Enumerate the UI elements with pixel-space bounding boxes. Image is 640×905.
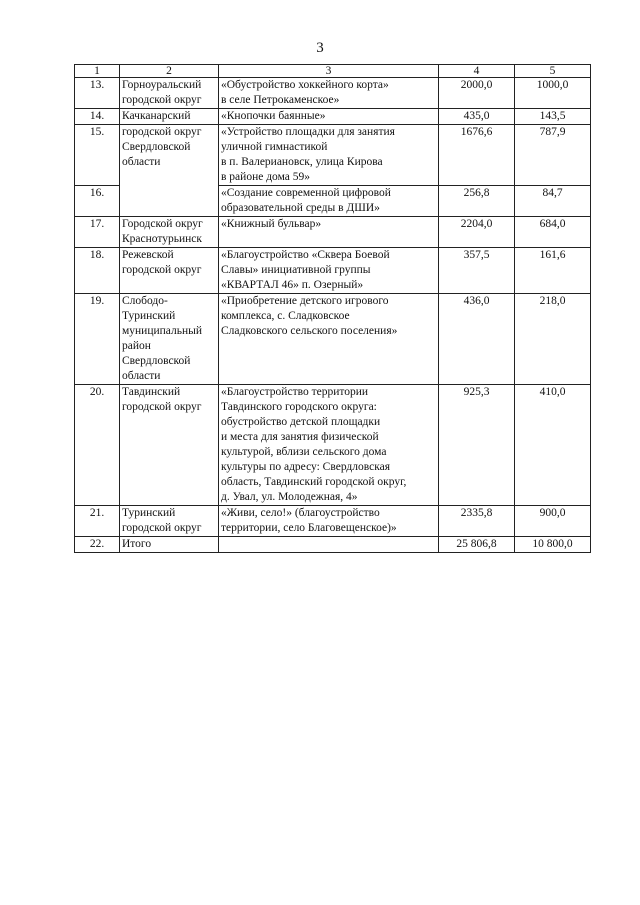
cell-text-line: «Устройство площадки для занятия	[221, 126, 395, 138]
amount-cell: 925,3	[439, 385, 515, 506]
project-cell	[219, 217, 439, 248]
amount-cell: 1676,6	[439, 125, 515, 186]
cell-text-line: городской округ	[122, 264, 202, 276]
row-number-cell: 21.	[75, 506, 120, 537]
cell-text-line: Итого	[122, 538, 152, 550]
row-number-cell: 20.	[75, 385, 120, 506]
cell-text-line: в п. Валериановск, улица Кирова	[221, 156, 383, 168]
subsidy-cell: 84,7	[515, 186, 591, 217]
cell-text-line: городской округ	[122, 401, 202, 413]
district-cell	[120, 217, 219, 248]
row-number-cell: 14.	[75, 109, 120, 125]
amount-cell: 2000,0	[439, 78, 515, 109]
cell-text-line: «Книжный бульвар»	[221, 218, 322, 230]
cell-text-line: Качканарский	[122, 110, 191, 122]
project-cell	[219, 294, 439, 385]
cell-text-line: «Приобретение детского игрового	[221, 295, 389, 307]
project-cell	[219, 537, 439, 553]
cell-text-line: «Благоустройство территории	[221, 386, 369, 398]
row-number-cell: 13.	[75, 78, 120, 109]
table-row	[75, 78, 591, 109]
row-number-cell: 18.	[75, 248, 120, 294]
project-cell	[219, 109, 439, 125]
subsidy-cell: 684,0	[515, 217, 591, 248]
district-cell	[120, 186, 219, 217]
amount-cell: 2335,8	[439, 506, 515, 537]
district-cell	[120, 537, 219, 553]
amount-cell: 357,5	[439, 248, 515, 294]
cell-text-line: муниципальный	[122, 325, 203, 337]
district-cell	[120, 294, 219, 385]
header-cell: 5	[515, 65, 591, 78]
cell-text-line: д. Увал, ул. Молодежная, 4»	[221, 491, 358, 503]
page-number: 3	[316, 40, 324, 56]
district-cell	[120, 125, 219, 186]
cell-text-line: Свердловской	[122, 355, 191, 367]
subsidy-cell: 900,0	[515, 506, 591, 537]
header-cell: 1	[75, 65, 120, 78]
table-row	[75, 186, 591, 217]
project-cell	[219, 125, 439, 186]
cell-text-line: Славы» инициативной группы	[221, 264, 371, 276]
cell-text-line: обустройство детской площадки	[221, 416, 381, 428]
amount-cell: 2204,0	[439, 217, 515, 248]
table-row	[75, 506, 591, 537]
subsidy-cell: 10 800,0	[515, 537, 591, 553]
table-row	[75, 294, 591, 385]
subsidy-cell: 218,0	[515, 294, 591, 385]
cell-text-line: комплекса, с. Сладковское	[221, 310, 350, 322]
header-cell: 4	[439, 65, 515, 78]
cell-text-line: в селе Петрокаменское»	[221, 94, 340, 106]
cell-text-line: культуры по адресу: Свердловская	[221, 461, 391, 473]
cell-text-line: область, Тавдинский городской округ,	[221, 476, 407, 488]
cell-text-line: Тавдинского городского округа:	[221, 401, 377, 413]
subsidy-cell: 787,9	[515, 125, 591, 186]
row-number-cell: 19.	[75, 294, 120, 385]
cell-text-line: «Кнопочки баянные»	[221, 110, 326, 122]
district-cell	[120, 506, 219, 537]
district-cell	[120, 109, 219, 125]
subsidy-cell: 410,0	[515, 385, 591, 506]
table-row	[75, 537, 591, 553]
cell-text-line: городской округ	[122, 126, 202, 138]
cell-text-line: городской округ	[122, 522, 202, 534]
project-cell	[219, 186, 439, 217]
district-cell	[120, 248, 219, 294]
project-cell	[219, 506, 439, 537]
cell-text-line: области	[122, 370, 161, 382]
cell-text-line: «Обустройство хоккейного корта»	[221, 79, 389, 91]
row-number-cell: 16.	[75, 186, 120, 217]
project-cell	[219, 78, 439, 109]
cell-text-line: Режевской	[122, 249, 174, 261]
cell-text-line: Сладковского сельского поселения»	[221, 325, 398, 337]
cell-text-line: городской округ	[122, 94, 202, 106]
table-header-row	[75, 65, 591, 78]
cell-text-line: Тавдинский	[122, 386, 181, 398]
table-row	[75, 248, 591, 294]
table-row	[75, 217, 591, 248]
header-cell: 3	[219, 65, 439, 78]
row-number-cell: 15.	[75, 125, 120, 186]
cell-text-line: «КВАРТАЛ 46» п. Озерный»	[221, 279, 364, 291]
cell-text-line: «Благоустройство «Сквера Боевой	[221, 249, 390, 261]
cell-text-line: «Живи, село!» (благоустройство	[221, 507, 380, 519]
cell-text-line: Слободо-	[122, 295, 168, 307]
cell-text-line: Туринский	[122, 310, 176, 322]
district-cell	[120, 78, 219, 109]
subsidy-cell: 161,6	[515, 248, 591, 294]
table-row	[75, 109, 591, 125]
amount-cell: 436,0	[439, 294, 515, 385]
row-number-cell: 22.	[75, 537, 120, 553]
cell-text-line: культурой, вблизи сельского дома	[221, 446, 387, 458]
cell-text-line: территории, село Благовещенское)»	[221, 522, 397, 534]
projects-table	[74, 64, 591, 553]
amount-cell: 256,8	[439, 186, 515, 217]
amount-cell: 25 806,8	[439, 537, 515, 553]
cell-text-line: Краснотурьинск	[122, 233, 203, 245]
cell-text-line: район	[122, 340, 151, 352]
amount-cell: 435,0	[439, 109, 515, 125]
cell-text-line: Городской округ	[122, 218, 203, 230]
cell-text-line: «Создание современной цифровой	[221, 187, 391, 199]
cell-text-line: области	[122, 156, 161, 168]
cell-text-line: в районе дома 59»	[221, 171, 311, 183]
subsidy-cell: 1000,0	[515, 78, 591, 109]
project-cell	[219, 385, 439, 506]
header-cell: 2	[120, 65, 219, 78]
district-cell	[120, 385, 219, 506]
row-number-cell: 17.	[75, 217, 120, 248]
cell-text-line: и места для занятия физической	[221, 431, 379, 443]
table-body	[75, 65, 591, 553]
table-row	[75, 125, 591, 186]
cell-text-line: уличной гимнастикой	[221, 141, 328, 153]
project-cell	[219, 248, 439, 294]
cell-text-line: Горноуральский	[122, 79, 202, 91]
table-row	[75, 385, 591, 506]
subsidy-cell: 143,5	[515, 109, 591, 125]
cell-text-line: Туринский	[122, 507, 176, 519]
cell-text-line: Свердловской	[122, 141, 191, 153]
cell-text-line: образовательной среды в ДШИ»	[221, 202, 380, 214]
